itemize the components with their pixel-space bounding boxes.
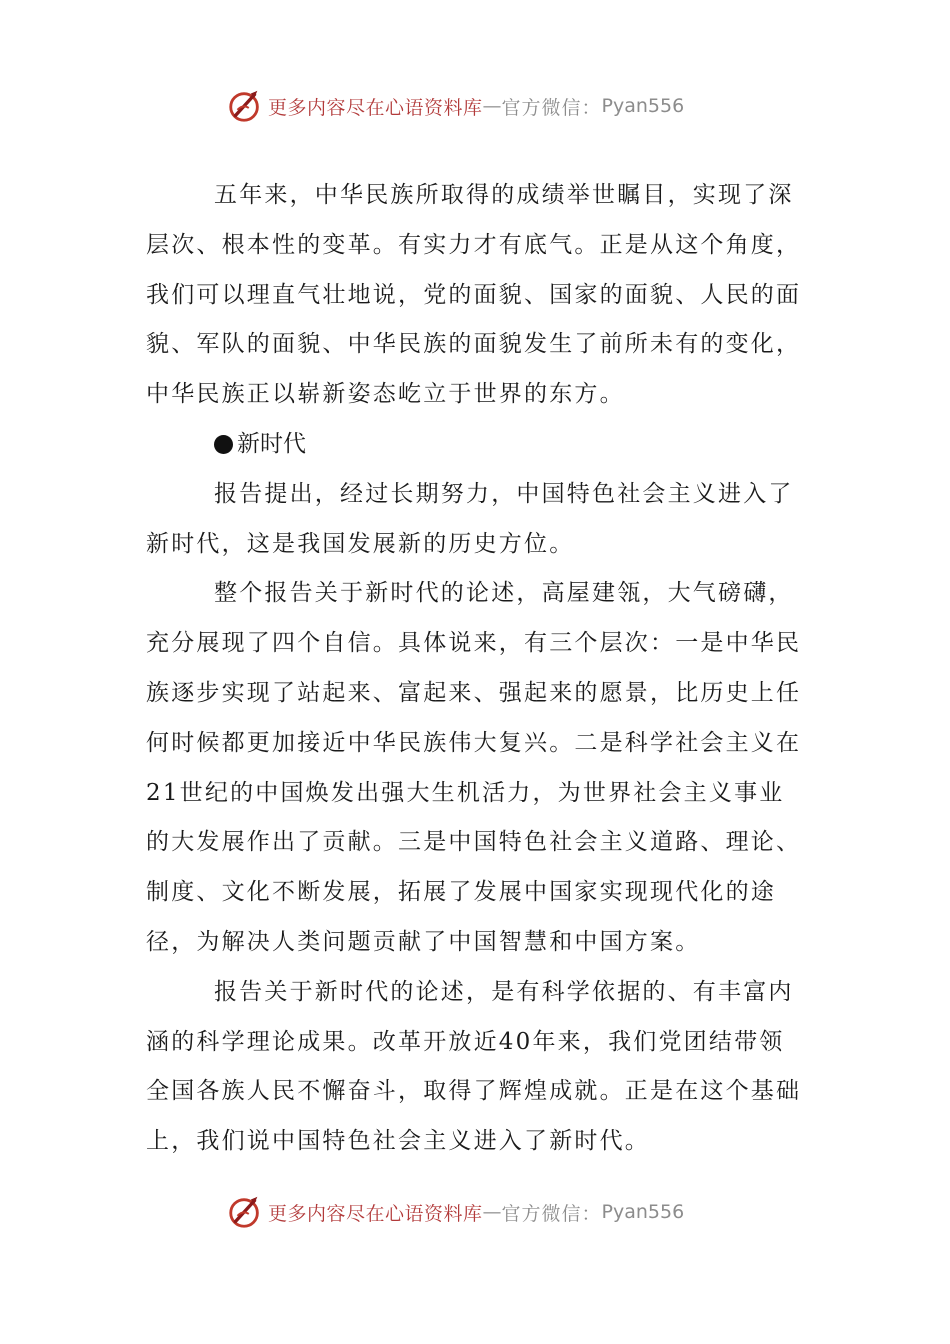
bullet-icon [214, 435, 233, 454]
paragraph-1: 五年来，中华民族所取得的成绩举世瞩目，实现了深层次、根本性的变革。有实力才有底气。正是从这个角度，我们可以理直气壮地说，党的面貌、国家的面貌、人民的面貌、军队的面貌、中华民族的面貌发生了前所未有的变化，中华民族正以崭新姿态屹立于世界的东方。 [146, 182, 802, 408]
watermark-wechat-id: Pyan556 [601, 95, 685, 117]
logo-icon [226, 1193, 264, 1231]
watermark-wechat-label: 官方微信： [501, 1202, 602, 1225]
watermark-site-text: 更多内容尽在心语资料库 [268, 1202, 483, 1225]
watermark-wechat-id: Pyan556 [601, 1201, 685, 1223]
header-watermark [226, 86, 684, 126]
watermark-wechat-label: 官方微信： [501, 96, 602, 119]
section-heading [146, 420, 806, 470]
watermark-dash: — [482, 95, 502, 117]
watermark-dash: — [482, 1201, 502, 1223]
paragraph-4: 报告关于新时代的论述，是有科学依据的、有丰富内涵的科学理论成果。改革开放近40年来，我们党团结带领全国各族人民不懈奋斗，取得了辉煌成就。正是在这个基础上，我们说中国特色社会主义进入了新时代。 [146, 978, 802, 1155]
section-heading-text: 新时代 [237, 430, 306, 457]
watermark-site-text: 更多内容尽在心语资料库 [268, 96, 483, 119]
logo-icon [226, 87, 264, 125]
document-body [146, 171, 806, 1167]
paragraph-2: 报告提出，经过长期努力，中国特色社会主义进入了新时代，这是我国发展新的历史方位。 [146, 480, 794, 557]
paragraph-3: 整个报告关于新时代的论述，高屋建瓴，大气磅礴，充分展现了四个自信。具体说来，有三个层次：一是中华民族逐步实现了站起来、富起来、强起来的愿景，比历史上任何时候都更加接近中华民族伟大复兴。二是科学社会主义在21世纪的中国焕发出强大生机活力，为世界社会主义事业的大发展作出了贡献。三是中国特色社会主义道路、理论、制度、文化不断发展，拓展了发展中国家实现现代化的途径，为解决人类问题贡献了中国智慧和中国方案。 [146, 580, 802, 955]
footer-watermark [226, 1192, 684, 1232]
